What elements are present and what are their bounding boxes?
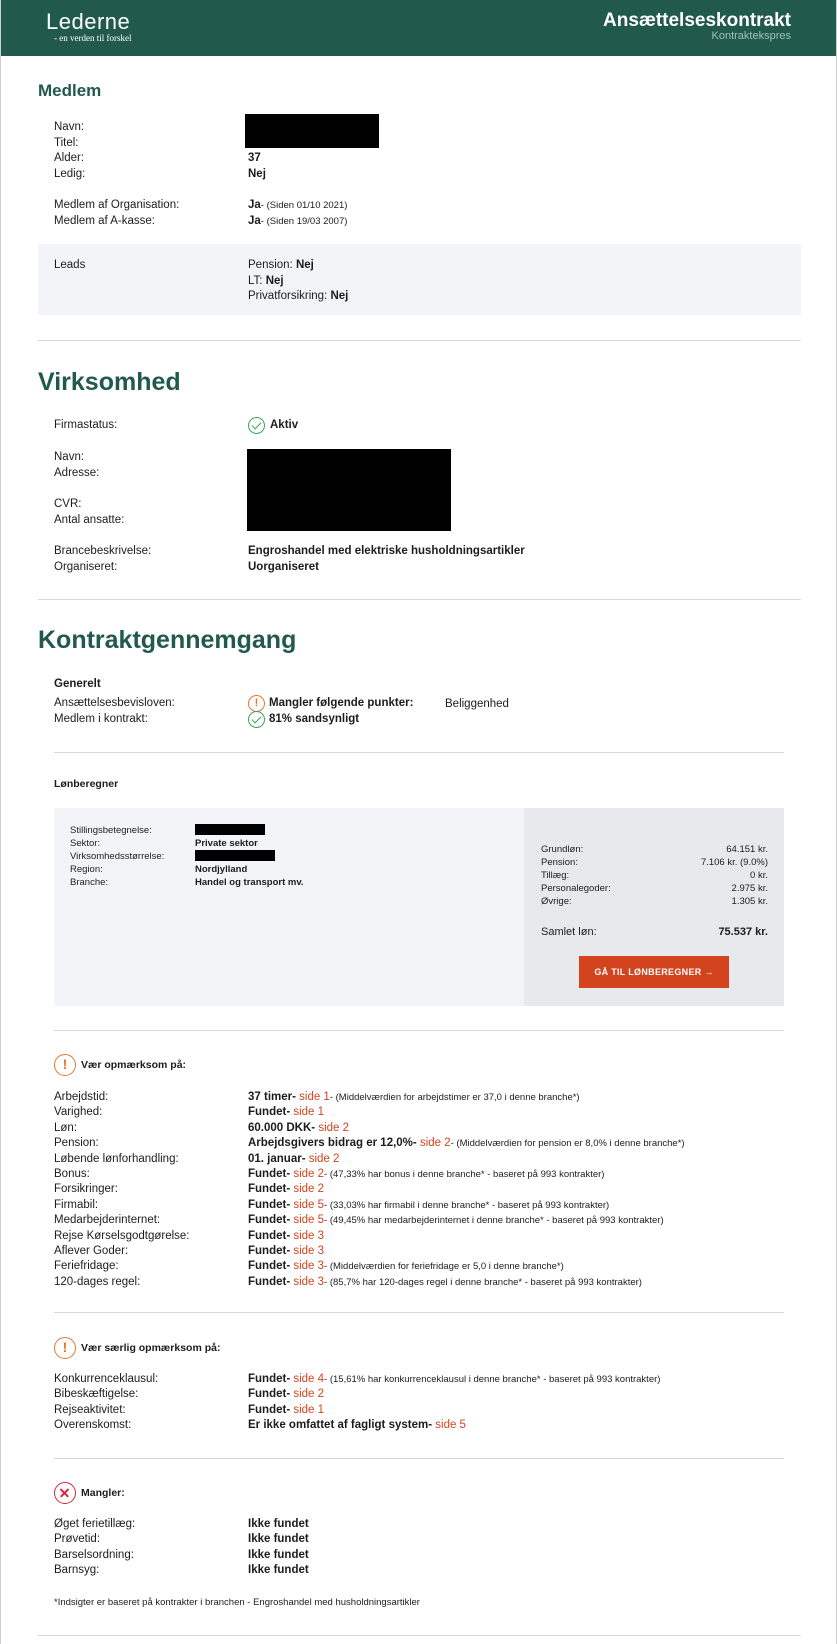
divider — [38, 1635, 801, 1636]
virksomhed-heading: Virksomhed — [38, 368, 181, 396]
row-value-group — [248, 1419, 466, 1431]
row-value: Fundet — [248, 1168, 287, 1180]
row-value: Fundet — [248, 1198, 287, 1211]
virk-adresse-label: Adresse: — [54, 467, 100, 479]
leads-privat-label: Privatforsikring: — [248, 290, 331, 302]
warning-icon — [54, 1054, 76, 1076]
row-value-group — [248, 1122, 349, 1134]
org-value-group — [248, 199, 347, 211]
calc-label: Region: — [70, 864, 103, 875]
salary-value: 1.305 kr. — [731, 896, 768, 907]
row-value-group — [248, 1549, 309, 1561]
row-note: - (49,45% har medarbejderinternet i denne branche* - baseret på 993 kontrakter) — [324, 1215, 664, 1227]
row-label: Feriefridage: — [54, 1260, 119, 1273]
row-value-group — [248, 1183, 324, 1195]
ledig-label: Ledig: — [54, 168, 86, 180]
calc-value: Nordjylland — [195, 864, 248, 875]
salary-value: 2.975 kr. — [731, 883, 768, 894]
medlem-kontrakt-value: 81% sandsynligt — [269, 713, 360, 725]
row-label: Barnsyg: — [54, 1564, 100, 1577]
salary-label: Øvrige: — [541, 896, 572, 907]
akasse-value: Ja — [248, 215, 261, 227]
row-label: Pension: — [54, 1137, 99, 1150]
divider — [54, 1458, 784, 1459]
logo-name: Lederne — [46, 9, 131, 34]
row-dash: - — [286, 1168, 294, 1180]
virk-navn-label: Navn: — [54, 451, 85, 463]
logo-tagline: - en verden til forskel — [54, 33, 132, 43]
mangler-heading: Mangler: — [81, 1487, 125, 1499]
row-label: Bonus: — [54, 1168, 90, 1180]
page-reference: side 1 — [293, 1403, 325, 1416]
akasse-label: Medlem af A-kasse: — [54, 215, 155, 227]
divider — [54, 1030, 784, 1031]
row-label: Løbende lønforhandling: — [54, 1152, 179, 1165]
row-value-group — [248, 1276, 642, 1288]
error-circle-icon — [54, 1482, 76, 1504]
row-dash: - — [311, 1121, 319, 1134]
row-value-group — [248, 1564, 309, 1576]
calc-label: Virksomhedsstørrelse: — [70, 851, 165, 862]
redacted-block — [195, 824, 265, 835]
alder-value: 37 — [248, 152, 261, 164]
row-value: Fundet — [248, 1373, 287, 1385]
row-label: Forsikringer: — [54, 1183, 118, 1196]
page-title: Ansættelseskontrakt — [603, 10, 791, 31]
row-value: 01. januar — [248, 1152, 302, 1165]
page-reference: side 5 — [435, 1419, 466, 1432]
row-label: 120-dages regel: — [54, 1275, 141, 1288]
branche-value: Engroshandel med elektriske husholdningsartikler — [248, 545, 525, 557]
row-value-group — [248, 1404, 324, 1416]
warning-icon — [54, 1337, 76, 1359]
row-note: - (85,7% har 120-dages regel i denne branche* - baseret på 993 kontrakter) — [324, 1276, 642, 1288]
row-value-group — [248, 1214, 664, 1226]
row-label: Medarbejderinternet: — [54, 1214, 161, 1227]
row-dash: - — [286, 1229, 294, 1242]
row-dash: - — [412, 1137, 420, 1150]
page-reference: side 2 — [293, 1183, 325, 1196]
row-dash: - — [301, 1152, 309, 1165]
page-reference: side 3 — [293, 1245, 325, 1257]
firmastatus-label: Firmastatus: — [54, 419, 118, 431]
salary-summary — [524, 808, 784, 1006]
row-value: 37 timer — [248, 1091, 293, 1103]
salary-label: Personalegoder: — [541, 883, 611, 894]
leads-pension-value: Nej — [295, 259, 314, 271]
leads-privat-value: Nej — [330, 290, 349, 302]
calc-value: Private sektor — [195, 838, 258, 849]
lonberegner-heading: Lønberegner — [54, 778, 119, 790]
kontrakt-heading: Kontraktgennemgang — [38, 626, 297, 654]
salary-label: Pension: — [541, 857, 578, 868]
akasse-value-group — [248, 215, 347, 227]
organiseret-label: Organiseret: — [54, 561, 118, 573]
medlem-kontrakt-label: Medlem i kontrakt: — [54, 713, 148, 725]
leads-lt-label: LT: — [248, 275, 266, 287]
row-value-group — [248, 1518, 309, 1530]
check-circle-icon — [248, 711, 265, 728]
row-note: - (33,03% har firmabil i denne branche* - baseret på 993 kontrakter) — [324, 1199, 610, 1211]
salary-value: 64.151 kr. — [726, 844, 768, 855]
divider — [54, 752, 784, 753]
org-since: - (Siden 01/10 2021) — [260, 200, 348, 211]
row-note: - (47,33% har bonus i denne branche* - baseret på 993 kontrakter) — [324, 1169, 605, 1180]
row-label: Rejseaktivitet: — [54, 1403, 126, 1416]
row-value: Ikke fundet — [248, 1564, 309, 1577]
row-note: - (Middelværdien for pension er 8,0% i denne branche*) — [450, 1138, 685, 1150]
row-label: Bibeskæftigelse: — [54, 1388, 139, 1401]
row-value-group — [248, 1230, 324, 1242]
org-label: Medlem af Organisation: — [54, 199, 180, 211]
redacted-block — [247, 449, 451, 531]
salary-label: Grundløn: — [541, 844, 584, 855]
page-reference: side 2 — [293, 1168, 325, 1180]
page-reference: side 2 — [308, 1152, 340, 1165]
row-dash: - — [292, 1091, 300, 1103]
row-dash: - — [428, 1419, 436, 1432]
row-dash: - — [286, 1403, 294, 1416]
row-value: Arbejdsgivers bidrag er 12,0% — [248, 1137, 413, 1150]
page-reference: side 1 — [299, 1091, 330, 1103]
page-reference: side 3 — [293, 1229, 325, 1242]
page-reference: side 2 — [293, 1388, 325, 1401]
row-value-group — [248, 1106, 324, 1118]
virk-cvr-label: CVR: — [54, 498, 82, 510]
row-value: Fundet — [248, 1403, 287, 1416]
branche-label: Brancebeskrivelse: — [54, 545, 152, 557]
firmastatus-value: Aktiv — [270, 419, 299, 431]
row-label: Øget ferietillæg: — [54, 1518, 136, 1530]
redacted-block — [245, 114, 379, 148]
row-value: Fundet — [248, 1245, 287, 1257]
page-reference: side 2 — [318, 1121, 350, 1134]
calc-label: Stillingsbetegnelse: — [70, 825, 152, 836]
divider — [38, 340, 801, 341]
row-value-group — [248, 1533, 309, 1545]
leads-privat — [248, 290, 348, 302]
footnote: *Indsigter er baseret på kontrakter i branchen - Engroshandel med husholdningsartikler — [54, 1597, 420, 1608]
row-value-group — [248, 1168, 604, 1180]
row-value: Fundet — [248, 1106, 287, 1119]
saerlig-heading: Vær særlig opmærksom på: — [81, 1342, 221, 1354]
page-reference: side 3 — [293, 1260, 325, 1273]
page-reference: side 3 — [293, 1275, 325, 1288]
row-value-group — [248, 1245, 324, 1257]
navn-label: Navn: — [54, 121, 85, 133]
row-label: Overenskomst: — [54, 1419, 132, 1432]
total-value: 75.537 kr. — [718, 926, 768, 938]
row-value-group — [248, 1137, 685, 1149]
page-reference: side 1 — [293, 1106, 325, 1119]
row-dash: - — [286, 1245, 294, 1257]
titel-label: Titel: — [54, 137, 79, 149]
calc-value: Handel og transport mv. — [195, 877, 304, 888]
calc-label: Branche: — [70, 877, 109, 888]
row-label: Aflever Goder: — [54, 1245, 129, 1257]
redacted-block — [195, 850, 275, 861]
row-label: Konkurrenceklausul: — [54, 1373, 159, 1385]
opmaerksom-heading: Vær opmærksom på: — [81, 1059, 187, 1071]
row-value-group — [248, 1091, 580, 1103]
page-reference: side 2 — [419, 1137, 451, 1150]
check-circle-icon — [248, 417, 265, 434]
row-value: Fundet — [248, 1275, 287, 1288]
salary-label: Tillæg: — [541, 870, 570, 881]
row-value: Er ikke omfattet af fagligt system — [248, 1419, 429, 1432]
row-label: Barselsordning: — [54, 1548, 134, 1561]
akasse-since: - (Siden 19/03 2007) — [260, 216, 348, 227]
row-value: Fundet — [248, 1229, 287, 1242]
row-value: Ikke fundet — [248, 1548, 309, 1561]
lonberegner-panel — [54, 808, 784, 1006]
header — [1, 0, 836, 56]
go-to-lonberegner-button[interactable] — [579, 956, 729, 988]
generelt-heading: Generelt — [54, 678, 101, 690]
row-value: Ikke fundet — [248, 1533, 309, 1546]
row-dash: - — [286, 1183, 294, 1196]
button-label: GÅ TIL LØNBEREGNER — [594, 967, 702, 977]
row-dash: - — [286, 1275, 294, 1288]
row-dash: - — [286, 1106, 294, 1119]
org-value: Ja — [248, 199, 261, 211]
row-value: Fundet — [248, 1260, 287, 1273]
row-note: - (Middelværdien for feriefridage er 5,0 i denne branche*) — [324, 1261, 564, 1273]
salary-value: 0 kr. — [750, 870, 768, 881]
ledig-value: Nej — [248, 168, 266, 180]
row-dash: - — [286, 1373, 294, 1385]
row-value-group — [248, 1260, 564, 1272]
page-reference: side 4 — [293, 1373, 325, 1385]
row-note: - (Middelværdien for arbejdstimer er 37,0 i denne branche*) — [329, 1092, 580, 1103]
row-label: Firmabil: — [54, 1198, 99, 1211]
row-value: Fundet — [248, 1214, 287, 1227]
row-value: Fundet — [248, 1183, 287, 1196]
total-label: Samlet løn: — [541, 926, 597, 938]
row-label: Rejse Kørselsgodtgørelse: — [54, 1229, 190, 1242]
page-subtitle: Kontraktekspres — [711, 30, 791, 42]
abl-value: Mangler følgende punkter: — [269, 697, 414, 709]
row-dash: - — [286, 1260, 294, 1273]
abl-missing: Beliggenhed — [445, 698, 509, 710]
leads-pension-label: Pension: — [248, 259, 296, 271]
medlem-heading: Medlem — [38, 81, 102, 100]
page-reference: side 5 — [293, 1214, 325, 1227]
row-value: 60.000 DKK — [248, 1121, 312, 1134]
divider — [54, 1312, 784, 1313]
divider — [38, 599, 801, 600]
leads-lt-value: Nej — [265, 275, 284, 287]
row-label: Arbejdstid: — [54, 1091, 109, 1103]
arrow-right-icon: → — [704, 967, 714, 977]
leads-pension — [248, 259, 314, 271]
row-note: - (15,61% har konkurrenceklausul i denne branche* - baseret på 993 kontrakter) — [324, 1374, 661, 1385]
row-value-group — [248, 1199, 609, 1211]
row-value: Fundet — [248, 1388, 287, 1401]
row-label: Løn: — [54, 1121, 78, 1134]
calc-label: Sektor: — [70, 838, 101, 849]
virk-ansatte-label: Antal ansatte: — [54, 514, 125, 526]
row-value: Ikke fundet — [248, 1518, 309, 1530]
alder-label: Alder: — [54, 152, 85, 164]
row-dash: - — [286, 1198, 294, 1211]
organiseret-value: Uorganiseret — [248, 561, 319, 573]
logo[interactable] — [46, 11, 131, 43]
row-value-group — [248, 1388, 324, 1400]
row-dash: - — [286, 1214, 294, 1227]
row-label: Varighed: — [54, 1106, 103, 1119]
row-value-group — [248, 1373, 660, 1385]
row-dash: - — [286, 1388, 294, 1401]
salary-value: 7.106 kr. (9.0%) — [700, 857, 768, 868]
leads-label: Leads — [54, 259, 86, 271]
warning-icon — [248, 695, 265, 712]
leads-panel — [38, 244, 801, 315]
row-value-group — [248, 1153, 339, 1165]
leads-lt — [248, 275, 284, 287]
page-reference: side 5 — [293, 1198, 325, 1211]
abl-label: Ansættelsesbevisloven: — [54, 697, 175, 709]
row-label: Prøvetid: — [54, 1533, 101, 1546]
